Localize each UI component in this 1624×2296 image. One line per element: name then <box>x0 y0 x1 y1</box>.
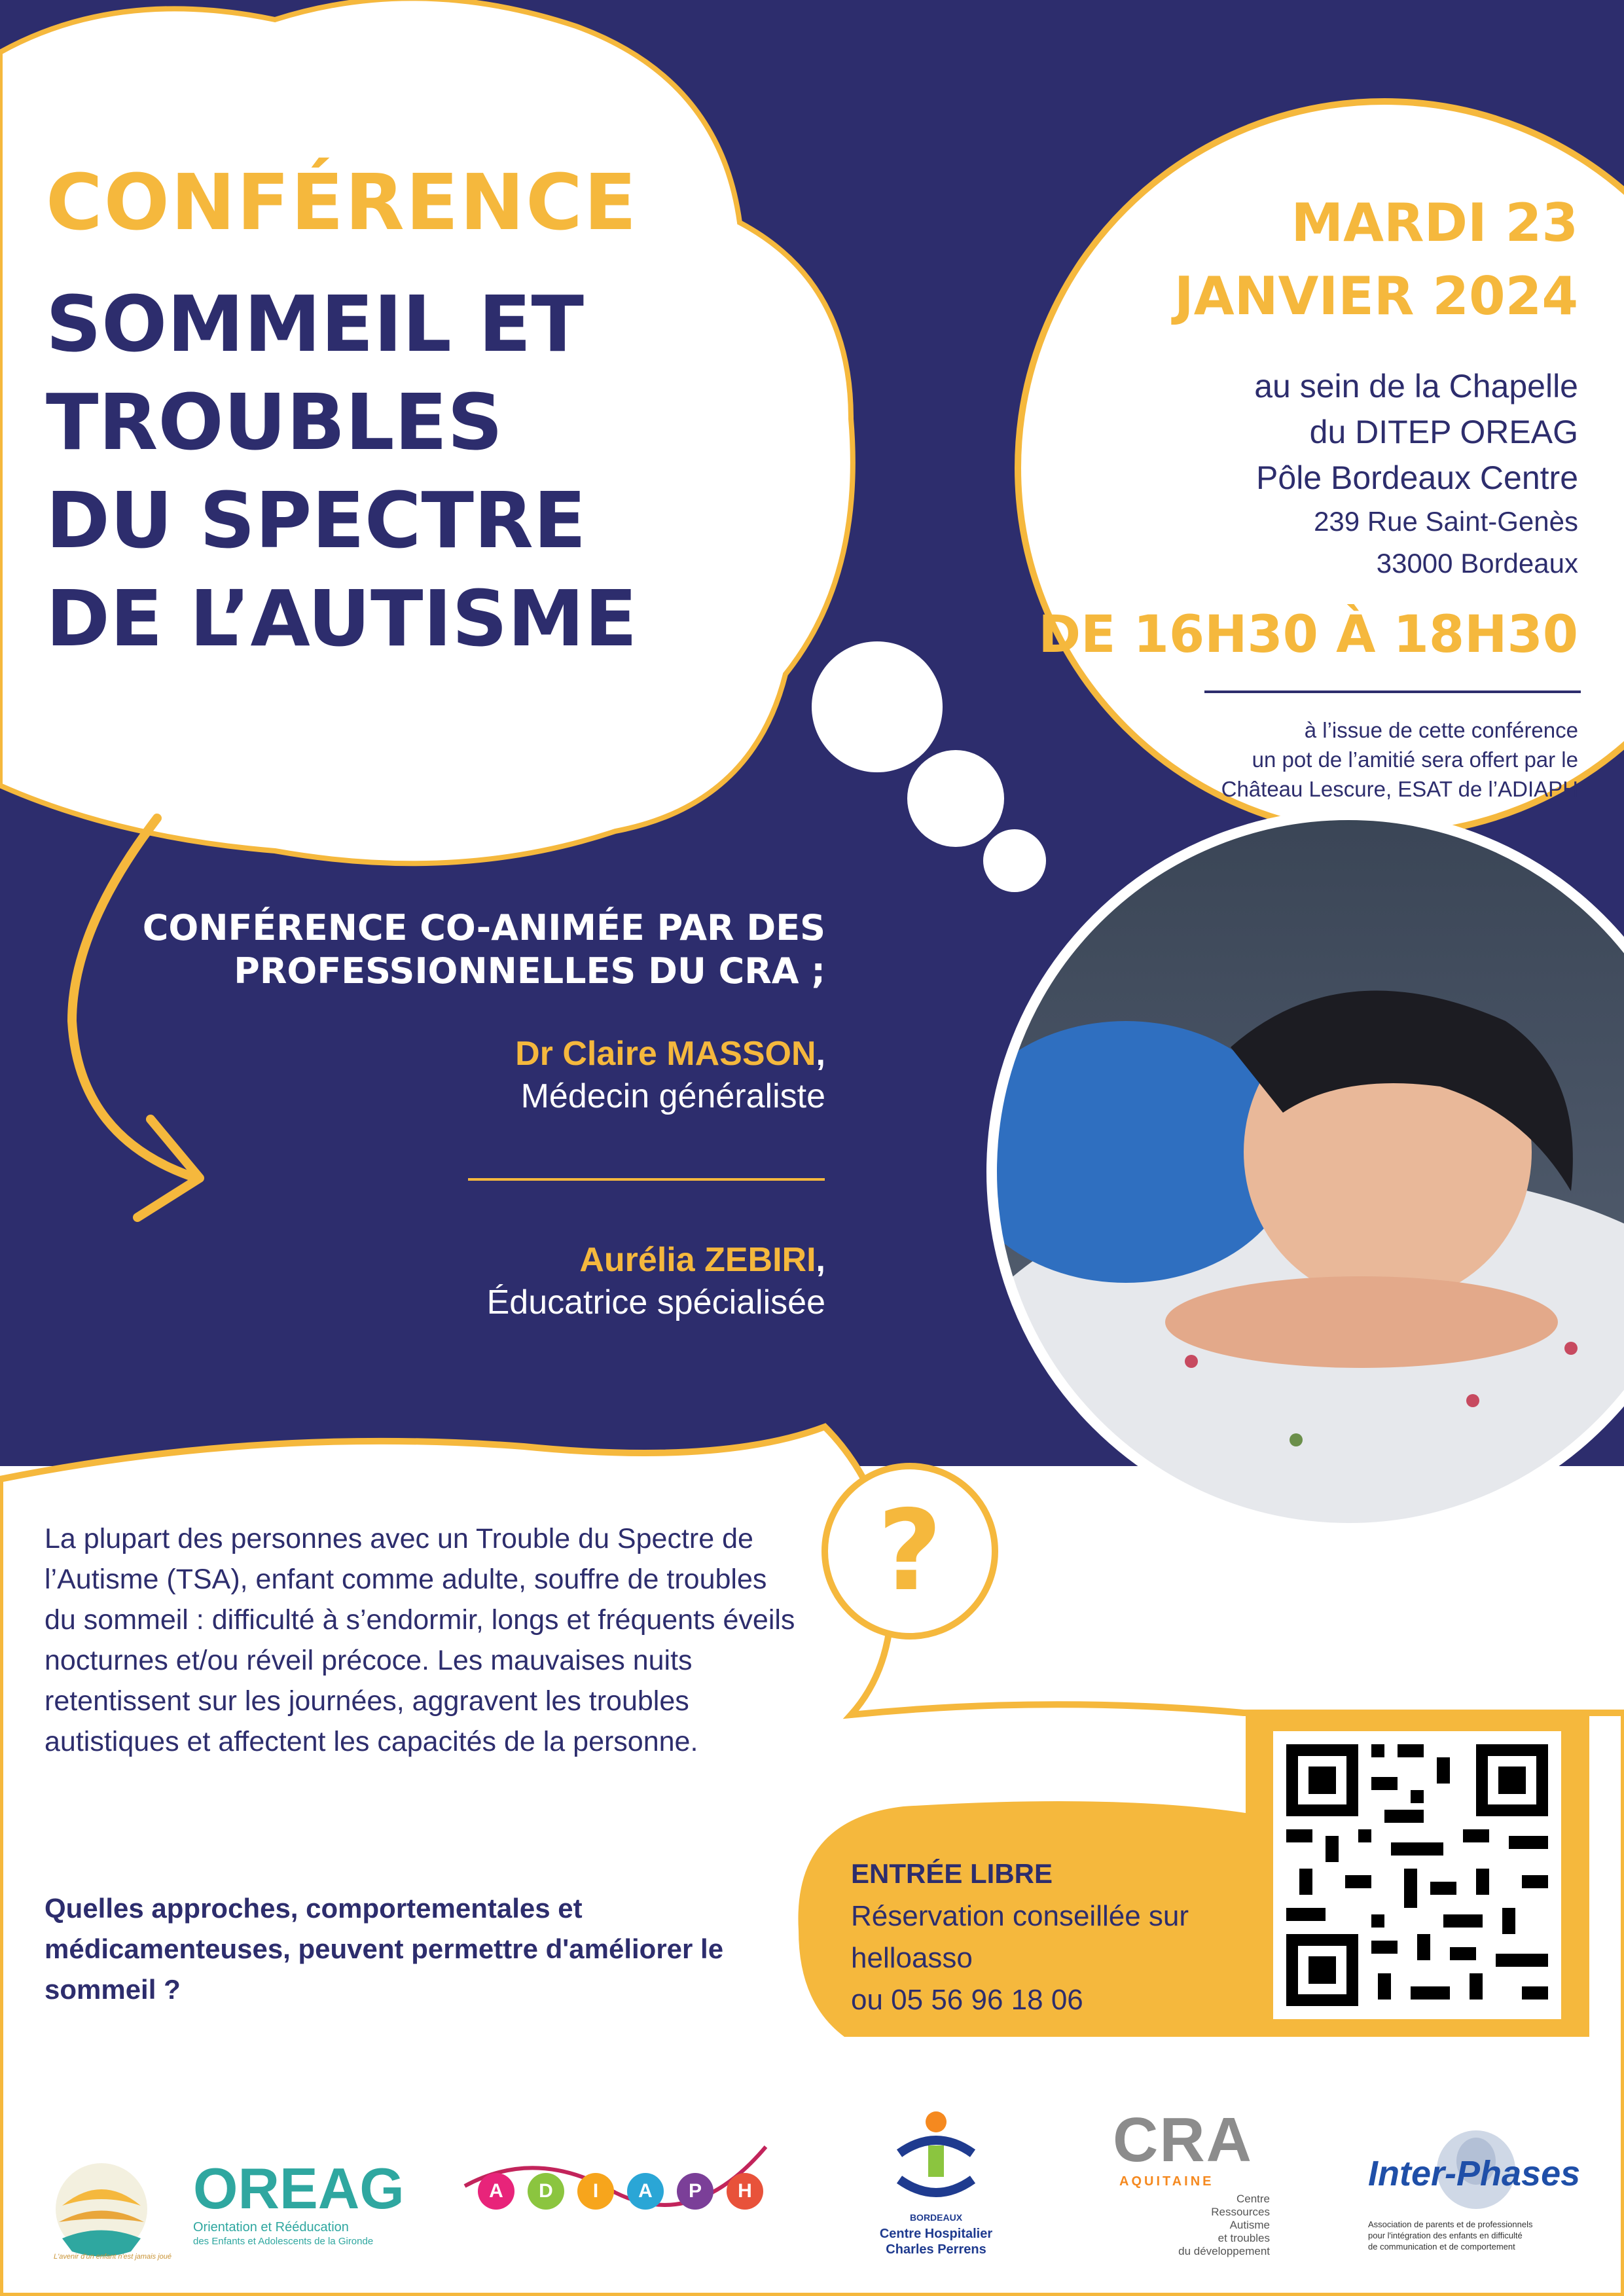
pot-note <box>1221 715 1578 804</box>
oreag-emblem <box>46 2153 157 2265</box>
thought-bubble-medium <box>907 750 1004 847</box>
charles-perrens-logo <box>864 2108 1008 2271</box>
description-question: Quelles approches, comportementales et médicamenteuses, peuvent permettre d'améliorer le sommeil ? <box>45 1893 724 2005</box>
event-venue <box>1254 363 1578 584</box>
intro-line: CONFÉRENCE CO-ANIMÉE PAR DES <box>142 907 825 948</box>
address-line: 239 Rue Saint-Genès <box>1314 506 1578 537</box>
cra-sub-line: du développement <box>1178 2245 1270 2257</box>
speaker-name-comma: , <box>816 1035 825 1073</box>
charles-perrens-emblem <box>890 2108 982 2206</box>
oreag-tagline: L'avenir d'un enfant n'est jamais joué <box>54 2253 171 2261</box>
inter-phases-sub-line: de communication et de comportement <box>1368 2242 1515 2251</box>
cra-sub-line: Ressources <box>1211 2206 1270 2218</box>
adiaph-letter: D <box>528 2173 564 2210</box>
divider <box>468 1178 825 1181</box>
adiaph-letter: H <box>727 2173 763 2210</box>
address-line: 33000 Bordeaux <box>1376 548 1578 579</box>
speaker1-name <box>515 1034 825 1073</box>
adiaph-letter: I <box>577 2173 614 2210</box>
intro-line: PROFESSIONNELLES DU CRA ; <box>234 950 825 992</box>
title-main <box>46 275 700 668</box>
registration-heading: ENTRÉE LIBRE <box>851 1858 1053 1889</box>
cra-sub-line: et troubles <box>1218 2232 1270 2244</box>
cra-logo <box>1113 2105 1270 2278</box>
registration-line: helloasso <box>851 1942 973 1974</box>
speaker1-role: Médecin généraliste <box>520 1077 825 1115</box>
adiaph-logo <box>458 2134 772 2225</box>
description-paragraph: La plupart des personnes avec un Trouble du Spectre de l’Autisme (TSA), enfant comme adulte, souffre de troubles du sommeil : difficulté à s’endormir, longs et fréquents éveils nocturnes et/ou réveil précoce. Les mauvaises nuits retentissent sur les journées, aggravent les troubles autistiques et affectent les capacités de la personne. <box>45 1523 795 1757</box>
oreag-name: OREAG <box>193 2156 405 2221</box>
registration-info <box>851 1852 1189 2021</box>
ch-name: Centre Hospitalier <box>879 2227 993 2241</box>
title-line: SOMMEIL ET <box>46 279 585 369</box>
cra-sub-line: Autisme <box>1229 2219 1270 2231</box>
registration-line: ou 05 56 96 18 06 <box>851 1984 1083 2016</box>
title-line: TROUBLES <box>46 377 503 467</box>
title-conference: CONFÉRENCE <box>46 157 638 247</box>
speakers-intro <box>143 906 825 993</box>
curved-arrow-icon <box>72 818 196 1178</box>
inter-phases-logo <box>1368 2121 1584 2271</box>
speaker-name-text: Aurélia ZEBIRI <box>579 1241 816 1279</box>
qr-pattern <box>1273 1731 1561 2019</box>
title-line: DU SPECTRE <box>46 475 586 565</box>
speaker-name-comma: , <box>816 1241 825 1279</box>
event-time: DE 16H30 À 18H30 <box>1038 605 1578 664</box>
ch-city: BORDEAUX <box>909 2212 963 2223</box>
date-line: MARDI 23 <box>1291 192 1578 253</box>
pot-line: un pot de l’amitié sera offert par le <box>1252 747 1578 772</box>
oreag-logo <box>46 2153 412 2265</box>
venue-line: du DITEP OREAG <box>1309 414 1578 450</box>
thought-bubble-large <box>812 641 943 772</box>
adiaph-letter: A <box>478 2173 514 2210</box>
inter-phases-sub-line: pour l'intégration des enfants en difficulté <box>1368 2231 1523 2240</box>
speaker2-name <box>579 1240 825 1280</box>
cra-name: CRA <box>1113 2105 1253 2175</box>
adiaph-letters <box>478 2173 763 2210</box>
title-line: DE L’AUTISME <box>46 573 638 664</box>
oreag-subtitle: Orientation et Rééducation <box>193 2220 349 2234</box>
event-date <box>1174 187 1578 333</box>
adiaph-letter: P <box>677 2173 713 2210</box>
date-line: JANVIER 2024 <box>1174 266 1578 327</box>
adiaph-letter: A <box>627 2173 664 2210</box>
registration-line: Réservation conseillée sur <box>851 1900 1189 1932</box>
speaker-name-text: Dr Claire MASSON <box>515 1035 816 1073</box>
pot-line: à l’issue de cette conférence <box>1304 718 1578 742</box>
pot-line: Château Lescure, ESAT de l’ADIAPH <box>1221 777 1578 801</box>
cra-region: AQUITAINE <box>1119 2174 1214 2189</box>
inter-phases-sub-line: Association de parents et de professionnels <box>1368 2219 1533 2229</box>
divider <box>1204 691 1581 693</box>
thought-bubble-small <box>983 829 1046 892</box>
question-mark-icon: ? <box>877 1486 943 1616</box>
oreag-subtitle: des Enfants et Adolescents de la Gironde <box>193 2236 374 2247</box>
qr-code-icon[interactable] <box>1273 1731 1561 2019</box>
venue-line: au sein de la Chapelle <box>1254 368 1578 404</box>
cra-sub-line: Centre <box>1236 2193 1270 2205</box>
inter-phases-subtitle <box>1368 2219 1533 2252</box>
venue-line: Pôle Bordeaux Centre <box>1256 459 1578 496</box>
ch-name: Charles Perrens <box>886 2242 986 2257</box>
inter-phases-name: Inter-Phases <box>1368 2154 1581 2193</box>
cra-subtitle <box>1178 2193 1270 2258</box>
speaker2-role: Éducatrice spécialisée <box>486 1283 825 1321</box>
